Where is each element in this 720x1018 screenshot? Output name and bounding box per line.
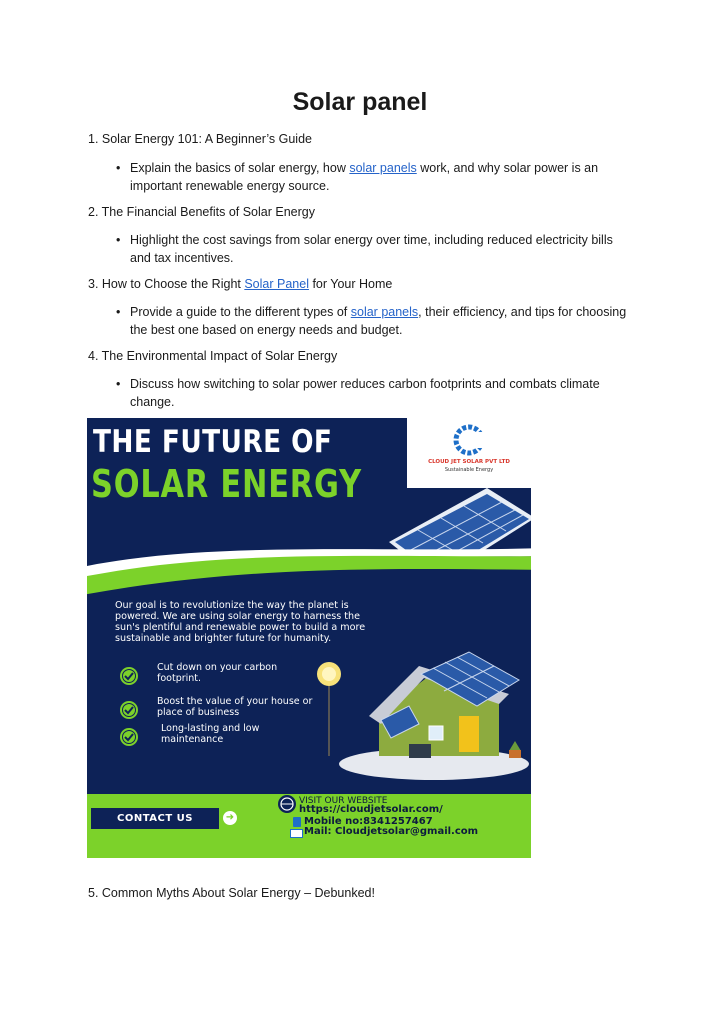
solar-house-illustration	[309, 646, 531, 786]
section-4-bullet: • Discuss how switching to solar power reduces carbon footprints and combats climate change.	[116, 377, 600, 409]
benefit-item: Cut down on your carbon footprint.	[123, 662, 323, 684]
bullet-marker: •	[116, 161, 121, 175]
check-circle-icon	[119, 666, 139, 686]
logo-company-name: CLOUD JET SOLAR PVT LTD	[428, 459, 510, 465]
contact-us-button[interactable]: CONTACT US	[91, 808, 219, 829]
section-3-heading: 3. How to Choose the Right Solar Panel for Your Home	[88, 277, 393, 291]
bullet-marker: •	[116, 305, 121, 319]
page-title: Solar panel	[292, 88, 428, 116]
mobile-number: Mobile no:8341257467	[304, 816, 433, 827]
benefit-item: Boost the value of your house or place of business	[123, 696, 323, 718]
section-2-bullet: • Highlight the cost savings from solar energy over time, including reduced electricity bills and tax incentives.	[116, 233, 613, 265]
mobile-phone-icon	[293, 817, 301, 827]
section-5-heading: 5. Common Myths About Solar Energy – Debunked!	[88, 886, 375, 900]
solar-energy-poster	[87, 418, 531, 858]
bullet-marker: •	[116, 233, 121, 247]
logo-tagline: Sustainable Energy	[444, 467, 494, 473]
visit-website-label: VISIT OUR WEBSITE	[299, 796, 388, 806]
poster-headline-line1: THE FUTURE OF	[93, 424, 333, 460]
section-2-heading: 2. The Financial Benefits of Solar Energy	[88, 205, 315, 219]
logo-swirl-icon	[407, 418, 531, 458]
solar-panels-link[interactable]: solar panels	[349, 161, 417, 175]
poster-headline-line2: SOLAR ENERGY	[91, 462, 362, 506]
section-1-bullet: • Explain the basics of solar energy, how solar panels work, and why solar power is an important renewable energy source.	[116, 161, 599, 193]
solar-panel-link[interactable]: Solar Panel	[244, 277, 309, 291]
section-3-bullet: • Provide a guide to the different types of solar panels, their efficiency, and tips for choosing the best one based on energy needs and budget.	[116, 305, 627, 337]
website-url: https://cloudjetsolar.com/	[299, 804, 443, 815]
check-circle-icon	[119, 727, 139, 747]
section-1-heading: 1. Solar Energy 101: A Beginner’s Guide	[88, 132, 312, 146]
section-4-heading: 4. The Environmental Impact of Solar Energy	[88, 349, 338, 363]
mail-icon	[290, 829, 303, 838]
globe-icon	[277, 794, 297, 814]
check-circle-icon	[119, 700, 139, 720]
mission-statement: Our goal is to revolutionize the way the planet is powered. We are using solar energy to harness the sun's plentiful and renewable power to build a more sustainable and brighter future for humanity.	[115, 600, 366, 644]
company-logo	[407, 418, 531, 488]
mail-address: Mail: Cloudjetsolar@gmail.com	[304, 826, 479, 837]
solar-panels-link-2[interactable]: solar panels	[350, 305, 419, 319]
benefit-item: Long-lasting and low maintenance	[123, 723, 323, 745]
bullet-marker: •	[116, 377, 121, 391]
arrow-right-icon: ➜	[223, 811, 237, 825]
green-wave-divider	[87, 548, 531, 608]
